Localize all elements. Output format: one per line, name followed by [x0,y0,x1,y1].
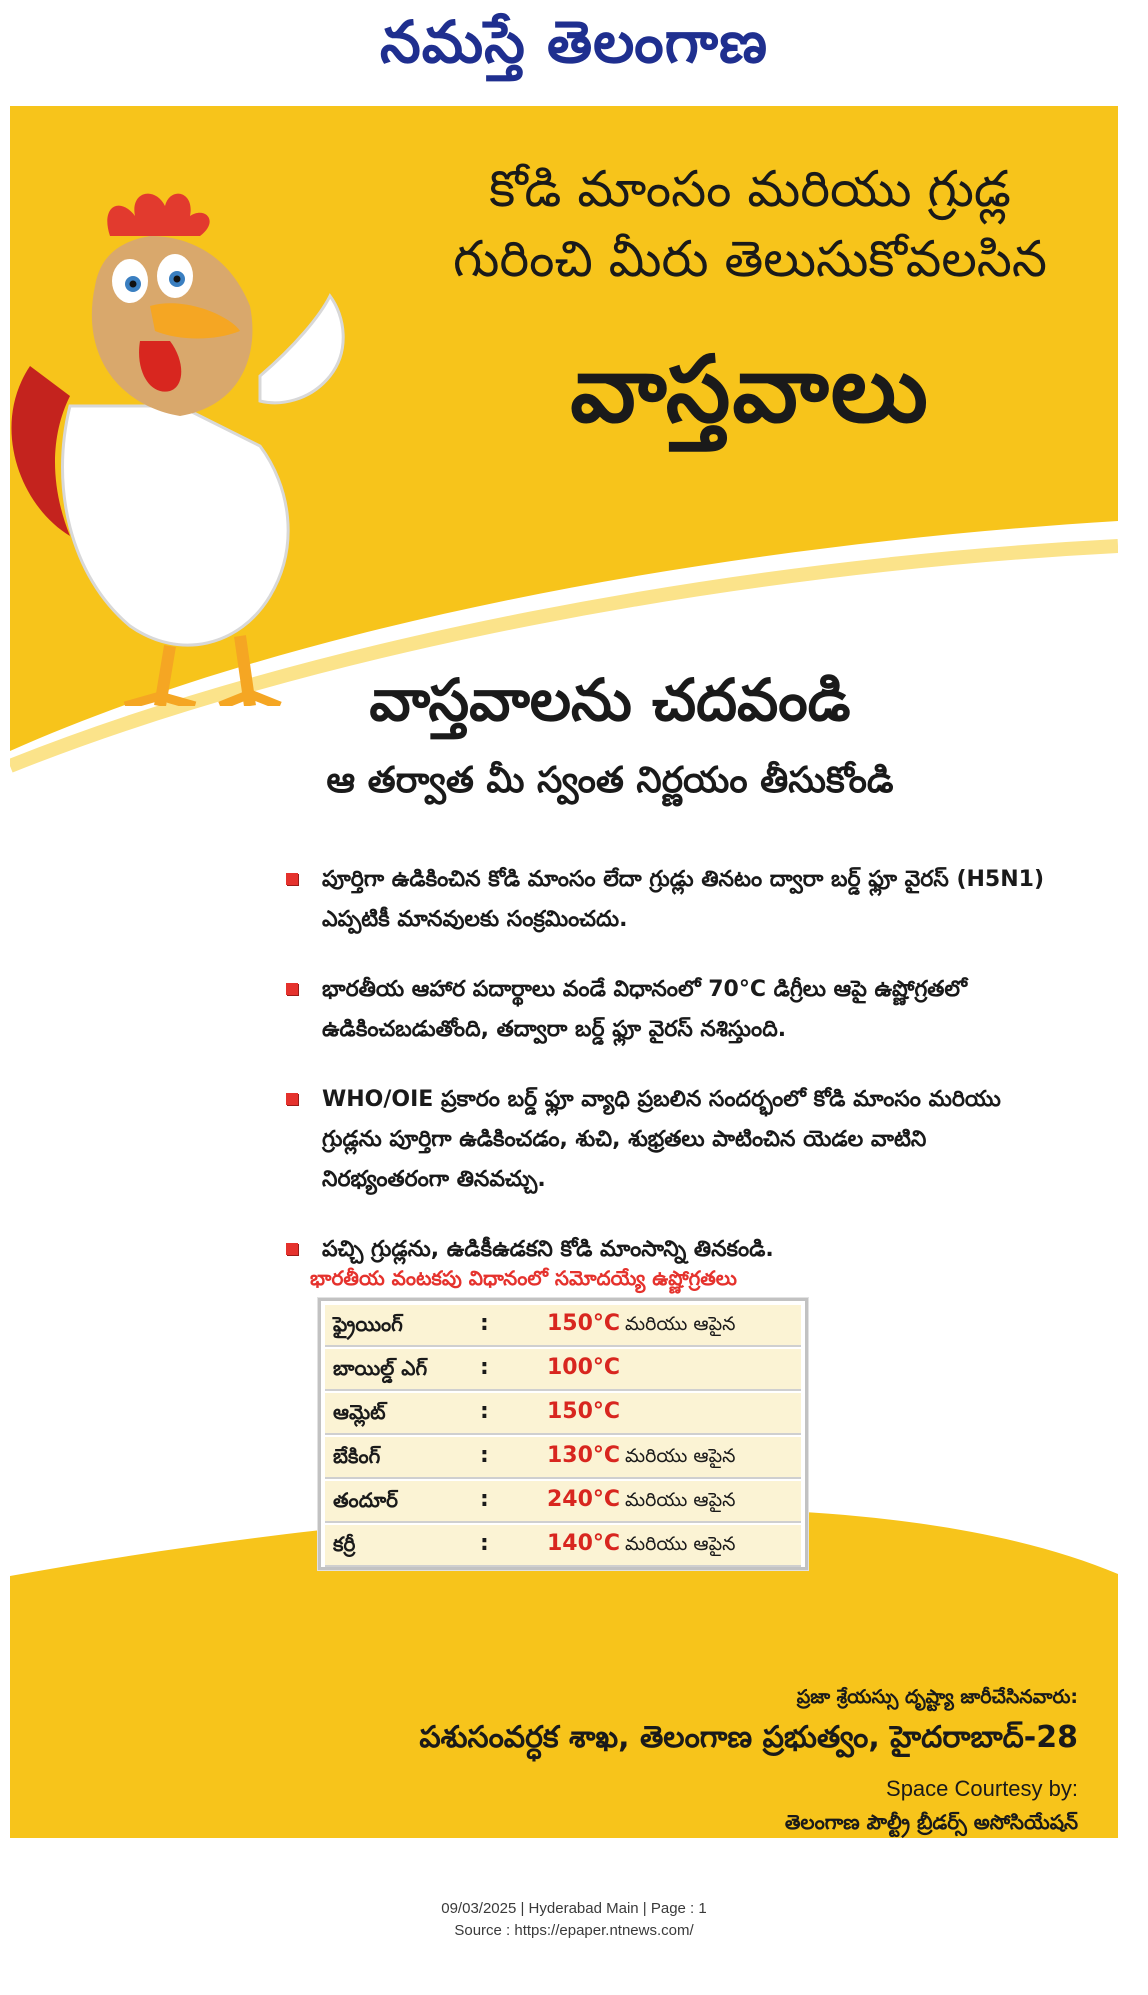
table-row [325,1349,801,1391]
temperature-value: 130°C [547,1443,621,1468]
cooking-method: బాయిల్డ్ ఎగ్ [333,1356,428,1380]
separator-colon: : [480,1531,489,1556]
temperature-value: 150°C [547,1399,621,1424]
temperature-qualifier: మరియు ఆపైన [625,1445,736,1467]
page-info: 09/03/2025 | Hyderabad Main | Page : 1 [441,1900,707,1917]
list-item [280,1080,1050,1200]
cooking-method: తందూర్ [333,1488,399,1512]
cooking-temperature-table [318,1298,808,1570]
space-courtesy-label: Space Courtesy by: [886,1776,1078,1801]
bullet-icon [286,983,298,995]
space-courtesy-sponsor: తెలంగాణ పౌల్ట్రీ బ్రీడర్స్ అసోసియేషన్ [784,1810,1078,1834]
cooking-method: ఫ్రైయింగ్ [333,1312,403,1336]
temperature-qualifier: మరియు ఆపైన [625,1489,736,1511]
advertisement [10,106,1118,1838]
newspaper-masthead: నమస్తే తెలంగాణ [380,8,768,76]
list-item [280,970,1050,1050]
separator-colon: : [480,1311,489,1336]
read-facts-title: వాస్తవాలను చదవండి [369,666,851,734]
read-facts-subtitle: ఆ తర్వాత మీ స్వంత నిర్ణయం తీసుకోండి [326,760,894,801]
table-row [325,1437,801,1479]
list-item [280,1230,1050,1270]
fact-text: WHO/OIE ప్రకారం బర్డ్ ఫ్లూ వ్యాధి ప్రబలిన సందర్భంలో కోడి మాంసం మరియు గ్రుడ్లను పూర్తిగా ఉడికించడం, శుచి, శుభ్రతలు పాటించిన యెడల వాటిని నిరభ్యంతరంగా తినవచ్చు. [322,1087,1001,1192]
fact-text: పూర్తిగా ఉడికించిన కోడి మాంసం లేదా గ్రుడ్లు తినటం ద్వారా బర్డ్ ఫ్లూ వైరస్ (H5N1) ఎప్పటికీ మానవులకు సంక్రమించదు. [322,867,1044,932]
fact-text: భారతీయ ఆహార పదార్థాలు వండే విధానంలో 70°C డిగ్రీలు ఆపై ఉష్ణోగ్రతలో ఉడికించబడుతోంది, తద్వారా బర్డ్ ఫ్లూ వైరస్ నశిస్తుంది. [322,977,968,1042]
source-link[interactable]: Source : https://epaper.ntnews.com/ [454,1922,694,1939]
headline-line-1: కోడి మాంసం మరియు గ్రుడ్ల [489,160,1011,218]
cooking-method: ఆమ్లెట్ [333,1400,386,1424]
temperature-qualifier: మరియు ఆపైన [625,1313,736,1335]
issuer-name: పశుసంవర్ధక శాఖ, తెలంగాణ ప్రభుత్వం, హైదరాబాద్-28 [419,1720,1078,1755]
cooking-method: బేకింగ్ [333,1444,381,1468]
temperature-value: 140°C [547,1531,621,1556]
temperature-value: 100°C [547,1355,621,1380]
cooking-method: కర్రీ [333,1532,356,1556]
separator-colon: : [480,1487,489,1512]
cooking-temperature-title: భారతీయ వంటకపు విధానంలో సమోదయ్యే ఉష్ణోగ్రతలు [310,1266,737,1290]
bullet-icon [286,873,298,885]
headline-line-2: గురించి మీరు తెలుసుకోవలసిన [453,230,1047,288]
table-row [325,1525,801,1567]
separator-colon: : [480,1355,489,1380]
table-row [325,1481,801,1523]
table-row [325,1305,801,1347]
temperature-value: 240°C [547,1487,621,1512]
headline-main: వాస్తవాలు [570,336,930,443]
bullet-icon [286,1243,298,1255]
separator-colon: : [480,1443,489,1468]
temperature-qualifier: మరియు ఆపైన [625,1533,736,1555]
issuer-note: ప్రజా శ్రేయస్సు దృష్ట్యా జారీచేసినవారు: [796,1686,1078,1708]
hen-illustration [10,106,430,706]
list-item [280,860,1050,940]
table-row [325,1393,801,1435]
bullet-icon [286,1093,298,1105]
separator-colon: : [480,1399,489,1424]
temperature-value: 150°C [547,1311,621,1336]
facts-list [280,860,1050,1300]
fact-text: పచ్చి గ్రుడ్లను, ఉడికీఉడకని కోడి మాంసాన్ని తినకండి. [322,1237,774,1262]
